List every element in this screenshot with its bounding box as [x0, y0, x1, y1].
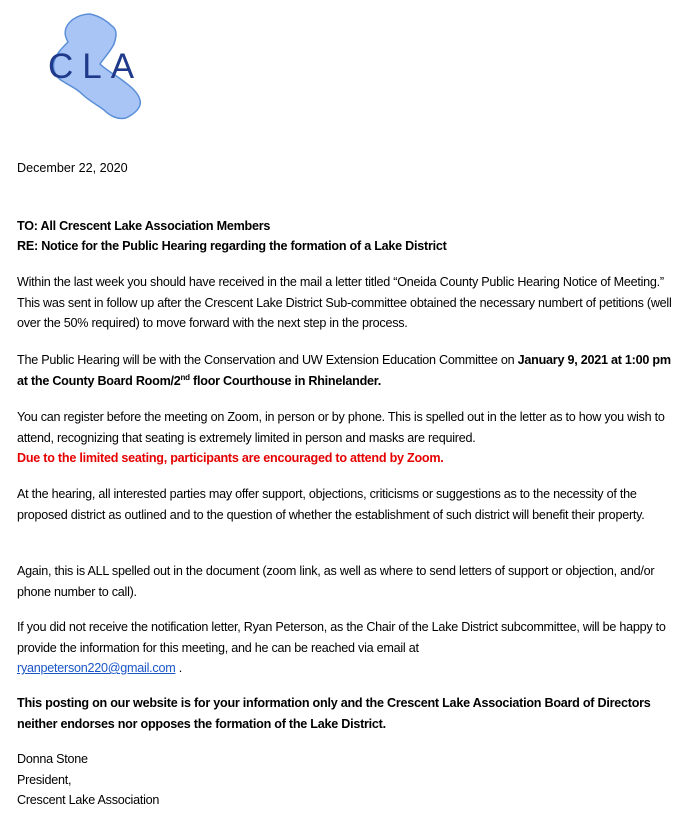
- registration-text: You can register before the meeting on Zoom, in person or by phone. This is spelled out in the letter as to how you wish to attend, recognizing that seating is extremely limited in person and masks are required.: [17, 410, 665, 445]
- paragraph-registration: [17, 407, 679, 469]
- paragraph-objections: At the hearing, all interested parties may offer support, objections, criticisms or suggestions as to the necessity of the proposed district as outlined and to the question of whether the establishment of such district will benefit their property.: [17, 487, 645, 522]
- paragraph-hearing-details: [17, 350, 679, 391]
- paragraph-mail-letter: Within the last week you should have received in the mail a letter titled “Oneida County Public Hearing Notice of Meeting.” This was sent in follow up after the Crescent Lake District Sub-committee obtained the necessary numbert of petitions (well over the 50% required) to move forward with the next step in the process.: [17, 275, 672, 330]
- contact-period: .: [175, 661, 182, 675]
- re-line: RE: Notice for the Public Hearing regarding the formation of a Lake District: [17, 239, 447, 253]
- hearing-lead: The Public Hearing will be with the Conservation and UW Extension Education Committee on: [17, 353, 518, 367]
- signature-block: [17, 749, 679, 811]
- email-link[interactable]: ryanpeterson220@gmail.com: [17, 661, 176, 675]
- contact-text: If you did not receive the notification letter, Ryan Peterson, as the Chair of the Lake District subcommittee, will be happy to provide the information for this meeting, and he can be reached via email at: [17, 620, 666, 655]
- ordinal-suffix: nd: [180, 372, 190, 382]
- zoom-notice: Due to the limited seating, participants are encouraged to attend by Zoom.: [17, 451, 444, 465]
- disclaimer: This posting on our website is for your information only and the Crescent Lake Association Board of Directors neither endorses nor opposes the formation of the Lake District.: [17, 696, 651, 731]
- signature-title: President,: [17, 772, 72, 787]
- paragraph-contact: [17, 617, 679, 679]
- letter-date: December 22, 2020: [17, 161, 128, 175]
- hearing-location: floor Courthouse in Rhinelander.: [189, 373, 381, 388]
- signature-org: Crescent Lake Association: [17, 793, 160, 807]
- logo-text: CLA: [48, 47, 144, 86]
- to-line: TO: All Crescent Lake Association Members: [17, 219, 271, 233]
- signature-name: Donna Stone: [17, 752, 88, 766]
- hearing-date: January 9, 2021 at 1:00 pm at the County Board Room/2: [17, 353, 671, 388]
- paragraph-document-info: Again, this is ALL spelled out in the document (zoom link, as well as where to send letters of support or objection, and/or phone number to call).: [17, 564, 655, 599]
